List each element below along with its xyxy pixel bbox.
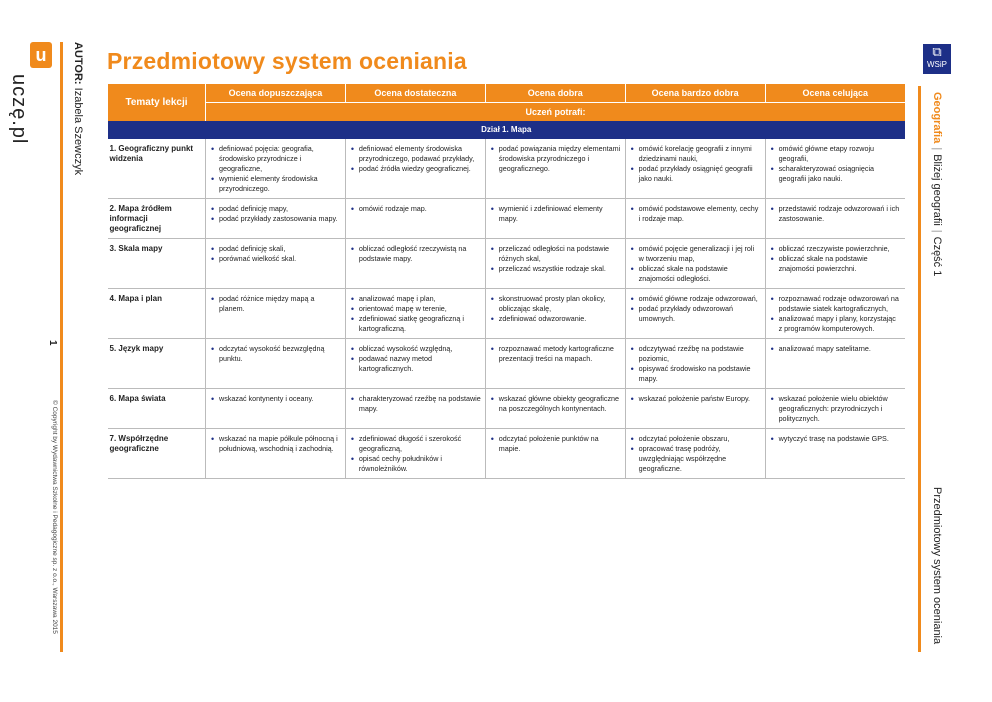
requirement-item: • analizować mapy satelitarne. [779, 344, 901, 354]
publisher-name: WSiP [927, 60, 947, 69]
topic-cell: 6. Mapa świata [108, 389, 206, 429]
copyright-note: © Copyright by Wydawnictwa Szkolne i Pedagogiczne sp. z o.o., Warszawa 2015 [51, 400, 58, 634]
left-divider [60, 42, 63, 652]
grade-cell [625, 139, 765, 199]
grade-cell [485, 139, 625, 199]
requirement-item: • opisywać środowisko na podstawie mapy. [639, 364, 761, 384]
requirement-item: • opracować trasę podróży, uwzględniając współrzędne geograficzne. [639, 444, 761, 474]
requirement-list [770, 244, 901, 274]
topic-cell: 5. Język mapy [108, 339, 206, 389]
requirement-item: • wskazać położenie państw Europy. [639, 394, 761, 404]
requirement-item: • przeliczać odległości na podstawie różnych skal, [499, 244, 621, 264]
requirement-list [490, 344, 621, 364]
requirement-list [630, 394, 761, 404]
requirement-item: • odczytać wysokość bezwzględną punktu. [219, 344, 341, 364]
requirement-item: • obliczać odległość rzeczywistą na podstawie mapy. [359, 244, 481, 264]
requirement-item: • przedstawić rodzaje odwzorowań i ich zastosowanie. [779, 204, 901, 224]
requirement-item: • podać różnice między mapą a planem. [219, 294, 341, 314]
author-line [72, 42, 84, 175]
requirement-list [350, 204, 481, 214]
requirement-list [770, 204, 901, 224]
requirement-item: • obliczać skale na podstawie znajomości powierzchni. [779, 254, 901, 274]
grade-cell [485, 199, 625, 239]
requirement-item: • obliczać wysokość względną, [359, 344, 481, 354]
requirement-item: • zdefiniować odwzorowanie. [499, 314, 621, 324]
grade-cell [345, 139, 485, 199]
requirement-list [490, 434, 621, 454]
requirement-item: • definiować elementy środowiska przyrodniczego, podawać przykłady, [359, 144, 481, 164]
grade-cell [206, 289, 346, 339]
grade-cell [625, 429, 765, 479]
requirement-item: • odczytać położenie obszaru, [639, 434, 761, 444]
table-row [108, 339, 906, 389]
requirement-list [350, 394, 481, 414]
requirement-list [210, 244, 341, 264]
table-row [108, 239, 906, 289]
subheader: Uczeń potrafi: [206, 103, 906, 122]
requirement-item: • podawać nazwy metod kartograficznych. [359, 354, 481, 374]
subject-line: Geografia|Bliżej geografii|Część 1 [931, 92, 943, 277]
grade-header: Ocena celująca [765, 84, 905, 103]
grade-cell [625, 239, 765, 289]
requirement-item: • przeliczać wszystkie rodzaje skal. [499, 264, 621, 274]
requirement-list [630, 294, 761, 324]
grade-cell [765, 239, 905, 289]
requirement-item: • wskazać położenie wielu obiektów geograficznych: przyrodniczych i politycznych. [779, 394, 901, 424]
table-row [108, 199, 906, 239]
requirement-item: • rozpoznawać metody kartograficzne prezentacji treści na mapach. [499, 344, 621, 364]
requirement-item: • podać źródła wiedzy geograficznej. [359, 164, 481, 174]
requirement-list [210, 394, 341, 404]
requirement-item: • scharakteryzować osiągnięcia geografii jako nauki. [779, 164, 901, 184]
requirement-list [770, 434, 901, 444]
requirement-item: • podać definicję skali, [219, 244, 341, 254]
requirement-list [490, 394, 621, 414]
grade-cell [206, 339, 346, 389]
grade-cell [485, 389, 625, 429]
grade-header: Ocena dopuszczająca [206, 84, 346, 103]
grade-cell [485, 429, 625, 479]
grade-cell [765, 289, 905, 339]
requirement-item: • omówić główne rodzaje odwzorowań, [639, 294, 761, 304]
requirement-item: • definiować pojęcia: geografia, środowisko przyrodnicze i geograficzne, [219, 144, 341, 174]
requirement-list [350, 294, 481, 334]
topic-cell: 3. Skala mapy [108, 239, 206, 289]
topic-cell: 2. Mapa źródłem informacji geograficznej [108, 199, 206, 239]
grade-cell [765, 199, 905, 239]
table-body [108, 139, 906, 479]
brand-logo-text: uczę.pl [8, 74, 30, 145]
page-number: 1 [47, 340, 58, 346]
requirement-item: • wskazać główne obiekty geograficzne na poszczególnych kontynentach. [499, 394, 621, 414]
requirement-item: • podać przykłady osiągnięć geografii jako nauki. [639, 164, 761, 184]
table-row [108, 289, 906, 339]
grade-cell [345, 339, 485, 389]
grade-cell [625, 199, 765, 239]
table-row [108, 389, 906, 429]
requirement-item: • wskazać na mapie półkule północną i południową, wschodnią i zachodnią. [219, 434, 341, 454]
brand-logo-icon: u [30, 42, 52, 68]
right-divider [918, 86, 921, 652]
requirement-item: • podać definicję mapy, [219, 204, 341, 214]
requirement-list [210, 204, 341, 224]
page-title: Przedmiotowy system oceniania [107, 48, 467, 74]
requirement-list [630, 244, 761, 284]
requirement-item: • analizować mapy i plany, korzystając z programów komputerowych. [779, 314, 901, 334]
author-name: Izabela Szewczyk [72, 87, 84, 176]
requirement-list [210, 344, 341, 364]
requirement-item: • charakteryzować rzeźbę na podstawie mapy. [359, 394, 481, 414]
requirement-item: • podać przykłady zastosowania mapy. [219, 214, 341, 224]
table-row [108, 429, 906, 479]
grade-cell [765, 389, 905, 429]
table-row [108, 139, 906, 199]
requirement-item: • odczytywać rzeźbę na podstawie poziomic, [639, 344, 761, 364]
requirement-list [350, 144, 481, 174]
side-title: Przedmiotowy system oceniania [931, 487, 943, 645]
requirement-list [770, 344, 901, 354]
grade-cell [765, 139, 905, 199]
requirement-list [490, 144, 621, 174]
grade-cell [345, 429, 485, 479]
grade-cell [625, 289, 765, 339]
requirement-list [350, 434, 481, 474]
requirement-list [210, 144, 341, 194]
grade-cell [345, 389, 485, 429]
requirement-list [770, 394, 901, 424]
requirement-item: • podać przykłady odwzorowań umownych. [639, 304, 761, 324]
grade-cell [345, 289, 485, 339]
grade-header: Ocena bardzo dobra [625, 84, 765, 103]
requirement-list [770, 144, 901, 184]
requirement-list [210, 294, 341, 314]
requirement-list [350, 244, 481, 264]
grade-cell [625, 389, 765, 429]
grade-cell [206, 239, 346, 289]
requirement-item: • podać powiązania między elementami środowiska przyrodniczego i geograficznego. [499, 144, 621, 174]
grade-cell [206, 429, 346, 479]
grading-table [107, 84, 905, 479]
topics-header: Tematy lekcji [108, 84, 206, 121]
grade-cell [206, 389, 346, 429]
requirement-list [770, 294, 901, 334]
grade-cell [765, 339, 905, 389]
requirement-item: • wskazać kontynenty i oceany. [219, 394, 341, 404]
requirement-item: • obliczać rzeczywiste powierzchnie, [779, 244, 901, 254]
grade-header: Ocena dostateczna [345, 84, 485, 103]
requirement-list [630, 144, 761, 184]
series-name: Bliżej geografii [931, 154, 943, 226]
subject-name: Geografia [931, 92, 943, 144]
grade-cell [485, 289, 625, 339]
requirement-item: • orientować mapę w terenie, [359, 304, 481, 314]
requirement-item: • obliczać skale na podstawie znajomości odległości. [639, 264, 761, 284]
requirement-item: • porównać wielkość skal. [219, 254, 341, 264]
topic-cell: 7. Współrzędne geograficzne [108, 429, 206, 479]
requirement-item: • omówić podstawowe elementy, cechy i rodzaje map. [639, 204, 761, 224]
section-header: Dział 1. Mapa [108, 121, 906, 139]
grade-cell [345, 239, 485, 289]
requirement-list [630, 204, 761, 224]
requirement-item: • omówić pojęcie generalizacji i jej roli w tworzeniu map, [639, 244, 761, 264]
grade-cell [625, 339, 765, 389]
grade-cell [345, 199, 485, 239]
requirement-item: • wymienić elementy środowiska przyrodniczego. [219, 174, 341, 194]
requirement-list [630, 434, 761, 474]
publisher-logo [923, 44, 951, 74]
topic-cell: 4. Mapa i plan [108, 289, 206, 339]
part-name: Część 1 [931, 236, 943, 277]
grade-cell [206, 139, 346, 199]
requirement-list [490, 204, 621, 224]
requirement-list [350, 344, 481, 374]
requirement-item: • zdefiniować siatkę geograficzną i kartograficzną. [359, 314, 481, 334]
grade-cell [485, 339, 625, 389]
publisher-book-icon: ⧉ [932, 44, 942, 59]
requirement-list [490, 244, 621, 274]
grade-cell [765, 429, 905, 479]
requirement-list [630, 344, 761, 384]
requirement-item: • skonstruować prosty plan okolicy, obliczając skalę, [499, 294, 621, 314]
requirement-item: • zdefiniować długość i szerokość geograficzną, [359, 434, 481, 454]
requirement-item: • odczytać położenie punktów na mapie. [499, 434, 621, 454]
grade-cell [206, 199, 346, 239]
requirement-list [490, 294, 621, 324]
grade-header: Ocena dobra [485, 84, 625, 103]
author-label: AUTOR: [72, 42, 84, 85]
requirement-item: • opisać cechy południków i równoleżników. [359, 454, 481, 474]
requirement-item: • wymienić i zdefiniować elementy mapy. [499, 204, 621, 224]
requirement-item: • omówić rodzaje map. [359, 204, 481, 214]
requirement-item: • omówić korelację geografii z innymi dziedzinami nauki, [639, 144, 761, 164]
requirement-item: • wytyczyć trasę na podstawie GPS. [779, 434, 901, 444]
requirement-item: • rozpoznawać rodzaje odwzorowań na podstawie siatek kartograficznych, [779, 294, 901, 314]
requirement-list [210, 434, 341, 454]
requirement-item: • omówić główne etapy rozwoju geografii, [779, 144, 901, 164]
grade-cell [485, 239, 625, 289]
requirement-item: • analizować mapę i plan, [359, 294, 481, 304]
topic-cell: 1. Geograficzny punkt widzenia [108, 139, 206, 199]
